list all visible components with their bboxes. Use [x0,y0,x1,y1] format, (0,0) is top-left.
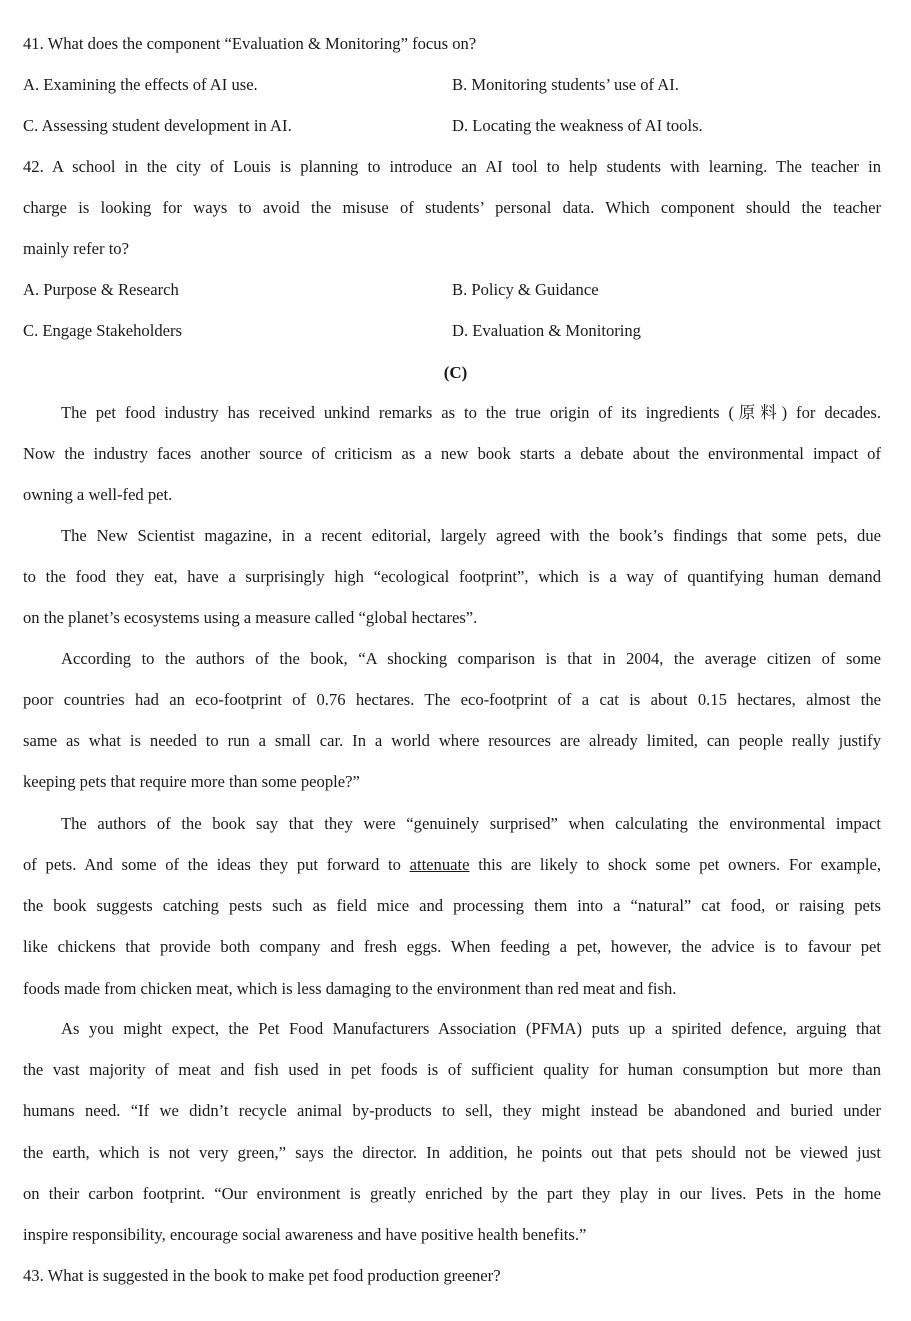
question-42-stem-line-1: 42. A school in the city of Louis is planning to introduce an AI tool to help students with learning. The teacher in [23,157,881,176]
question-42-stem-line-2: charge is looking for ways to avoid the misuse of students’ personal data. Which component should the teacher [23,198,881,217]
question-42-stem-line-3: mainly refer to? [23,239,129,258]
question-41-options-row-2 [23,114,881,138]
question-42-option-a[interactable]: A. Purpose & Research [23,280,179,299]
question-43-stem: 43. What is suggested in the book to make pet food production greener? [23,1266,501,1285]
passage-p5-line-2: the vast majority of meat and fish used in pet foods is of sufficient quality for human consumption but more than [23,1060,881,1079]
question-41-option-d[interactable]: D. Locating the weakness of AI tools. [452,116,703,135]
passage-p2-line-3: on the planet’s ecosystems using a measure called “global hectares”. [23,608,478,627]
question-42-options-row-2 [23,319,881,343]
question-42-option-d[interactable]: D. Evaluation & Monitoring [452,321,641,340]
passage-p4-line-1: The authors of the book say that they were “genuinely surprised” when calculating the environmental impact [61,814,881,833]
passage-p4-line-5: foods made from chicken meat, which is less damaging to the environment than red meat and fish. [23,979,677,998]
section-title: (C) [443,363,468,382]
passage-p2-line-1: The New Scientist magazine, in a recent editorial, largely agreed with the book’s findings that some pets, due [61,526,881,545]
passage-p5-line-4: the earth, which is not very green,” says the director. In addition, he points out that pets should not be viewed just [23,1143,881,1162]
question-41-option-c[interactable]: C. Assessing student development in AI. [23,116,292,135]
question-41-stem: 41. What does the component “Evaluation & Monitoring” focus on? [23,34,477,53]
question-42-options-row-1 [23,278,881,302]
passage-p5-line-3: humans need. “If we didn’t recycle animal by-products to sell, they might instead be abandoned and buried under [23,1101,881,1120]
passage-p1-line-3: owning a well-fed pet. [23,485,173,504]
question-42-option-c[interactable]: C. Engage Stakeholders [23,321,182,340]
question-41-options-row-1 [23,73,881,97]
question-42-option-b[interactable]: B. Policy & Guidance [452,280,599,299]
passage-p5-line-5: on their carbon footprint. “Our environment is greatly enriched by the part they play in our lives. Pets in the home [23,1184,881,1203]
passage-p3-line-4: keeping pets that require more than some people?” [23,772,360,791]
passage-p2-line-2: to the food they eat, have a surprisingly high “ecological footprint”, which is a way of quantifying human demand [23,567,881,586]
passage-p3-line-1: According to the authors of the book, “A shocking comparison is that in 2004, the average citizen of some [61,649,881,668]
passage-p3-line-3: same as what is needed to run a small car. In a world where resources are already limited, can people really justify [23,731,881,750]
passage-p3-line-2: poor countries had an eco-footprint of 0.76 hectares. The eco-footprint of a cat is about 0.15 hectares, almost the [23,690,881,709]
passage-p1-line-2: Now the industry faces another source of criticism as a new book starts a debate about the environmental impact of [23,444,881,463]
question-41-option-b[interactable]: B. Monitoring students’ use of AI. [452,75,679,94]
passage-p4-line-4: like chickens that provide both company and fresh eggs. When feeding a pet, however, the advice is to favour pet [23,937,881,956]
passage-p4-line-3: the book suggests catching pests such as field mice and processing them into a “natural” cat food, or raising pets [23,896,881,915]
question-41-option-a[interactable]: A. Examining the effects of AI use. [23,75,258,94]
passage-p4-line-2-after: this are likely to shock some pet owners. For example, [469,855,881,874]
passage-p4-line-2-before: of pets. And some of the ideas they put forward to [23,855,410,874]
passage-p5-line-1: As you might expect, the Pet Food Manufacturers Association (PFMA) puts up a spirited defence, arguing that [61,1019,881,1038]
passage-p5-line-6: inspire responsibility, encourage social awareness and have positive health benefits.” [23,1225,587,1244]
underlined-word-attenuate: attenuate [409,855,470,874]
passage-p1-line-1: The pet food industry has received unkind remarks as to the true origin of its ingredients (原料) for decades. [61,403,881,422]
passage-p4-line-2 [23,853,881,877]
